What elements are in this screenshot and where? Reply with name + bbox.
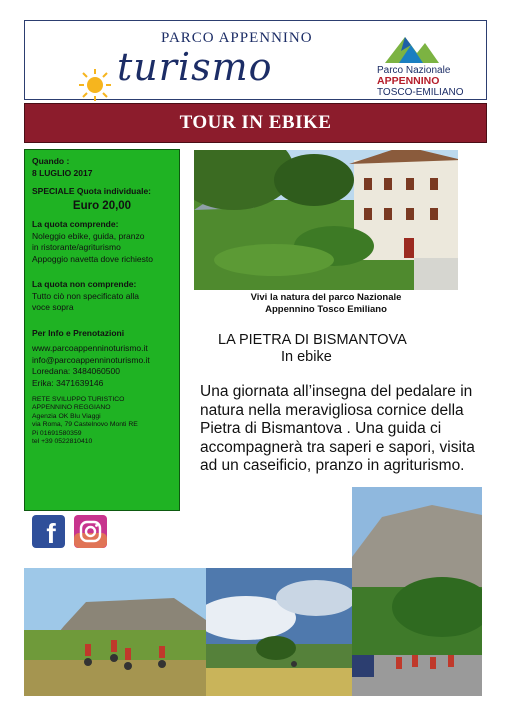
park-name-line2: APPENNINO	[377, 75, 440, 87]
network-line: Agenzia OK Blu Viaggi	[32, 412, 101, 420]
info-box	[24, 149, 180, 511]
excludes-line: Tutto ciò non specificato alla	[32, 290, 139, 301]
facebook-icon[interactable]: f	[32, 515, 65, 548]
instagram-icon[interactable]	[74, 515, 107, 548]
includes-line: in ristorante/agriturismo	[32, 242, 121, 252]
network-line: tel +39 0522810410	[32, 438, 93, 446]
header-banner	[24, 20, 487, 100]
rock-cyclists-photo	[352, 487, 482, 696]
event-date: 8 LUGLIO 2017	[32, 167, 93, 178]
sun-icon	[77, 67, 113, 103]
place-title: LA PIETRA DI BISMANTOVA	[218, 332, 407, 348]
website-link[interactable]: www.parcoappenninoturismo.it	[32, 343, 148, 353]
network-line: Pi 01691580359	[32, 429, 82, 437]
park-name	[377, 65, 464, 98]
tour-description: Una giornata all’insegna del pedalare in natura nella meravigliosa cornice della Pietra di Bismantova . Una guida ci accompagnerà tra saperi e sapori, visita ad un caseificio, pranzo in agriturismo.	[200, 383, 475, 475]
brand-script-logo: turismo	[117, 45, 273, 89]
place-subtitle: In ebike	[281, 349, 332, 365]
includes-line: Appoggio navetta dove richiesto	[32, 253, 153, 264]
park-name-line1: Parco Nazionale	[377, 65, 451, 76]
title-bar	[24, 103, 487, 143]
excludes-line: voce sopra	[32, 302, 74, 312]
network-line: RETE SVILUPPO TURISTICO	[32, 396, 125, 403]
park-name-line3: TOSCO-EMILIANO	[377, 87, 464, 98]
price: Euro 20,00	[72, 199, 132, 212]
caption-line: Vivi la natura del parco Nazionale	[250, 292, 402, 303]
network-line: APPENNINO REGGIANO	[32, 404, 111, 412]
email-link[interactable]: info@parcoappenninoturismo.it	[32, 354, 150, 365]
caption-line: Appennino Tosco Emiliano	[265, 304, 387, 315]
park-mountain-logo	[381, 31, 443, 65]
contacts-label: Per Info e Prenotazioni	[32, 327, 125, 338]
photo-caption	[194, 292, 458, 316]
includes-line: Noleggio ebike, guida, pranzo	[32, 230, 145, 241]
phone-erika: Erika: 3471639146	[32, 377, 104, 388]
when-label: Quando :	[32, 156, 70, 166]
phone-loredana: Loredana: 3484060500	[32, 366, 120, 376]
brand-top-text: PARCO APPENNINO	[161, 30, 313, 46]
includes-label: La quota comprende:	[32, 219, 119, 229]
farmhouse-photo	[194, 150, 458, 290]
excludes-label: La quota non comprende:	[32, 279, 137, 289]
page-title: TOUR IN EBIKE	[179, 112, 332, 133]
meadow-ride-photo	[206, 568, 352, 696]
network-line: via Roma, 79 Castelnovo Monti RE	[32, 421, 138, 429]
bismantova-cyclists-photo	[24, 568, 206, 696]
special-label: SPECIALE Quota individuale:	[32, 186, 152, 196]
